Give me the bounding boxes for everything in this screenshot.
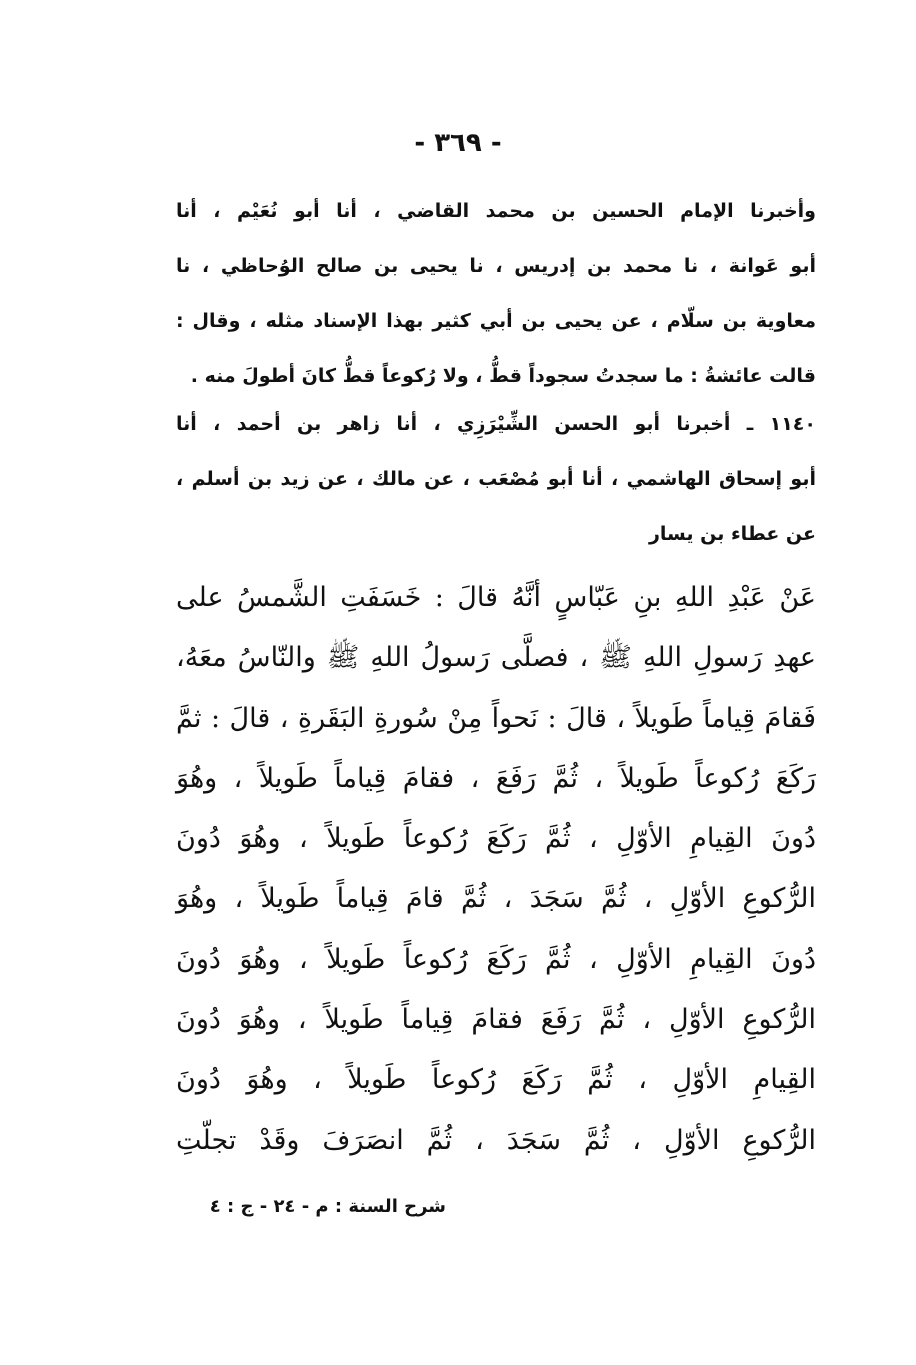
text-line: أبو عَوانة ، نا محمد بن إدريس ، نا يحيى بن صالح الوُحاظي ، نا [176, 255, 816, 277]
text-line: أبو إسحاق الهاشمي ، أنا أبو مُصْعَب ، عن مالك ، عن زيد بن أسلم ، [176, 468, 816, 490]
signature-footer: شرح السنة : م - ٢٤ - ج : ٤ [209, 1196, 446, 1217]
isnad-paragraph-2 [176, 397, 816, 562]
text-line: ١١٤٠ ـ أخبرنا أبو الحسن الشِّيْرَزِي ، أنا زاهر بن أحمد ، أنا [176, 413, 816, 435]
hadith-line: القِيامِ الأوّلِ ، ثُمَّ رَكَعَ رُكوعاً طَويلاً ، وهُوَ دُونَ [176, 1064, 816, 1096]
hadith-text [176, 568, 816, 1171]
text-line: قالت عائشةُ : ما سجدتُ سجوداً قطُّ ، ولا رُكوعاً قطُّ كانَ أطولَ منه . [190, 365, 816, 387]
text-line: عن عطاء بن يسار [648, 523, 816, 545]
hadith-line: الرُّكوعِ الأوّلِ ، ثُمَّ سَجَدَ ، ثُمَّ قامَ قِياماً طَويلاً ، وهُوَ [176, 883, 816, 915]
hadith-line: دُونَ القِيامِ الأوّلِ ، ثُمَّ رَكَعَ رُكوعاً طَويلاً ، وهُوَ دُونَ [176, 943, 816, 975]
hadith-line: الرُّكوعِ الأوّلِ ، ثُمَّ سَجَدَ ، ثُمَّ انصَرَفَ وقَدْ تجلّتِ [176, 1124, 816, 1156]
text-line: وأخبرنا الإمام الحسين بن محمد القاضي ، أنا أبو نُعَيْم ، أنا [176, 200, 816, 222]
hadith-line: فَقامَ قِياماً طَويلاً ، قالَ : نَحواً مِنْ سُورةِ البَقَرةِ ، قالَ : ثمَّ [176, 702, 816, 734]
hadith-line: عَنْ عَبْدِ اللهِ بنِ عَبّاسٍ أنَّهُ قالَ : خَسَفَتِ الشَّمسُ على [176, 582, 816, 613]
hadith-line: عهدِ رَسولِ اللهِ ﷺ ، فصلَّى رَسولُ اللهِ ﷺ والنّاسُ معَهُ، [176, 642, 816, 674]
hadith-line: الرُّكوعِ الأوّلِ ، ثُمَّ رَفَعَ فقامَ قِياماً طَويلاً ، وهُوَ دُونَ [176, 1004, 816, 1036]
hadith-line: رَكَعَ رُكوعاً طَويلاً ، ثُمَّ رَفَعَ ، فقامَ قِياماً طَويلاً ، وهُوَ [176, 762, 816, 794]
isnad-paragraph-1 [176, 184, 816, 404]
hadith-line: دُونَ القِيامِ الأوّلِ ، ثُمَّ رَكَعَ رُكوعاً طَويلاً ، وهُوَ دُونَ [176, 823, 816, 855]
page-number: - ٣٦٩ - [414, 128, 502, 158]
text-line: معاوية بن سلّام ، عن يحيى بن أبي كثير بهذا الإسناد مثله ، وقال : [176, 310, 816, 332]
